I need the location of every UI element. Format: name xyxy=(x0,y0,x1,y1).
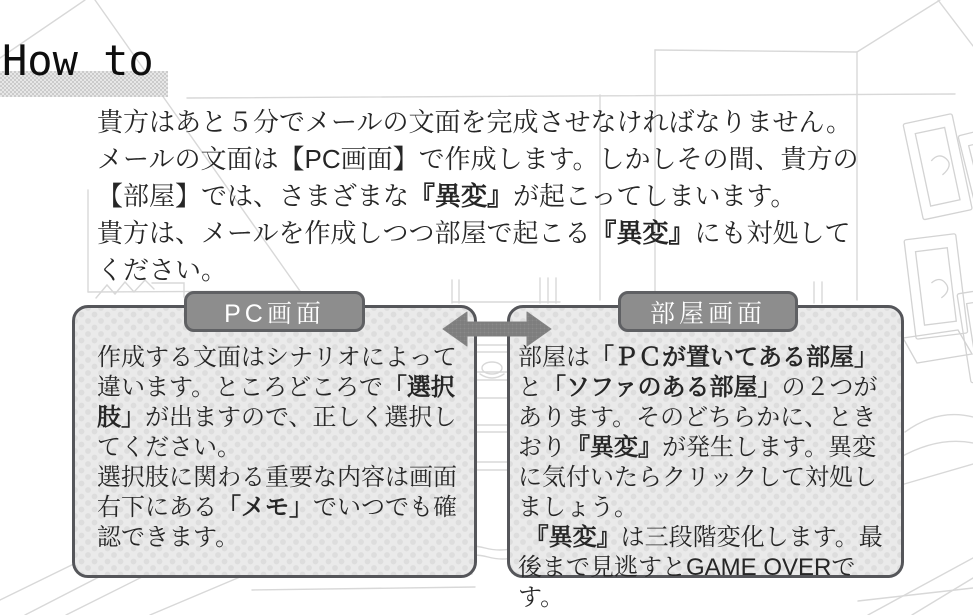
room-screen-panel xyxy=(507,305,904,611)
intro-text: 貴方はあと５分でメールの文面を完成させなければなりません。 メールの文面は【PC画面】で作成します。しかしその間、貴方の 【部屋】では、さまざまな『異変』が起こってしまいます。 貴方は、メールを作成しつつ部屋で起こる『異変』にも対処して ください。 xyxy=(97,107,859,285)
pc-screen-panel xyxy=(72,305,477,578)
room-screen-header-badge: 部屋画面 xyxy=(618,291,798,332)
pc-screen-header-badge: PC画面 xyxy=(184,291,365,332)
room-screen-description: 部屋は「ＰＣが置いてある部屋」 と「ソファのある部屋」の２つが あります。そのどちらかに、とき おり『異変』が発生します。異変 に気付いたらクリックして対処し ましょう。 『異変』は三段階変化します。最 後まで見逃すとGAME OVERです。 xyxy=(518,344,883,611)
picture-frames-lineart xyxy=(903,114,973,383)
double-arrow-icon xyxy=(441,309,553,349)
page-title: How to xyxy=(2,36,154,85)
pc-screen-description: 作成する文面はシナリオによって 違います。ところどころで「選択 肢」が出ますので、正しく選択し てください。 選択肢に関わる重要な内容は画面 右下にある「メモ」でいつでも確 認できます。 xyxy=(97,344,457,551)
